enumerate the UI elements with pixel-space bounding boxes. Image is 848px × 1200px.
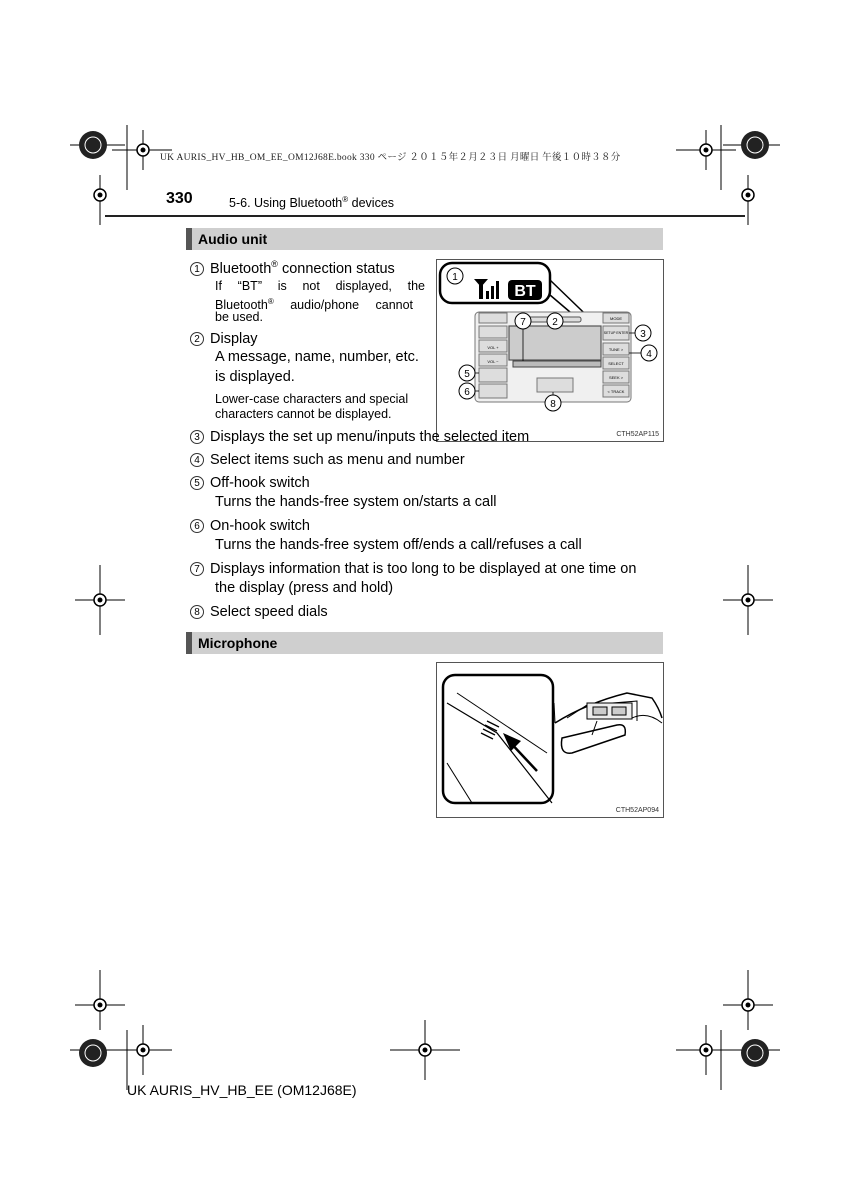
callout-2: 2 xyxy=(552,317,558,328)
list-item-4: 4 Select items such as menu and number xyxy=(190,450,465,470)
audio-unit-heading-bar xyxy=(186,228,663,250)
header-rule xyxy=(105,215,745,217)
svg-text:SETUP ENTER: SETUP ENTER xyxy=(603,331,629,335)
audio-unit-heading: Audio unit xyxy=(198,231,268,247)
list-item-3: 3 Displays the set up menu/inputs the selected item xyxy=(190,427,529,447)
item-1-note-line-3: be used. xyxy=(215,310,263,324)
callout-7: 7 xyxy=(520,317,526,328)
page-number: 330 xyxy=(166,190,193,207)
callout-6: 6 xyxy=(464,387,470,398)
svg-text:VOL +: VOL + xyxy=(487,345,499,350)
microphone-illustration xyxy=(437,663,663,817)
svg-text:MODE: MODE xyxy=(610,316,622,321)
svg-text:SELECT: SELECT xyxy=(608,361,624,366)
item-6-detail: Turns the hands-free system off/ends a call/refuses a call xyxy=(215,537,582,553)
item-5-detail: Turns the hands-free system on/starts a call xyxy=(215,494,497,510)
file-info-header: UK AURIS_HV_HB_OM_EE_OM12J68E.book 330 ページ ２０１５年２月２３日 月曜日 午後１０時３８分 xyxy=(160,153,621,163)
microphone-figure xyxy=(436,662,664,818)
list-item-8: 8 Select speed dials xyxy=(190,602,328,622)
svg-text:< TRACK: < TRACK xyxy=(607,389,625,394)
audio-unit-figure xyxy=(436,259,664,442)
list-item-7: 7 Displays information that is too long to be displayed at one time on xyxy=(190,559,636,579)
item-2-detail-line-1: A message, name, number, etc. xyxy=(215,349,419,365)
callout-1: 1 xyxy=(452,272,458,283)
list-item-2: 2 Display xyxy=(190,329,258,349)
svg-text:BT: BT xyxy=(514,283,536,300)
callout-4: 4 xyxy=(646,349,652,360)
item-2-note-line-1: Lower-case characters and special xyxy=(215,392,409,406)
callout-5: 5 xyxy=(464,369,470,380)
list-item-1: 1 Bluetooth® connection status xyxy=(190,254,395,279)
svg-text:VOL −: VOL − xyxy=(487,359,499,364)
list-item-5: 5 Off-hook switch xyxy=(190,473,310,493)
callout-3: 3 xyxy=(640,329,646,340)
svg-text:SEEK >: SEEK > xyxy=(608,375,624,380)
audio-unit-illustration xyxy=(437,260,663,441)
svg-text:TUNE >: TUNE > xyxy=(608,347,624,352)
microphone-figure-code: CTH52AP094 xyxy=(615,807,659,814)
callout-8: 8 xyxy=(550,399,556,410)
section-title: 5-6. Using Bluetooth® devices xyxy=(229,195,395,211)
audio-figure-code: CTH52AP115 xyxy=(616,431,659,438)
item-1-note-line-1: If “BT” is not displayed, the xyxy=(215,279,425,293)
list-item-6: 6 On-hook switch xyxy=(190,516,310,536)
footer-text: UK AURIS_HV_HB_EE (OM12J68E) xyxy=(127,1082,357,1098)
item-2-detail-line-2: is displayed. xyxy=(215,369,295,385)
item-2-note-line-2: characters cannot be displayed. xyxy=(215,407,392,421)
microphone-heading: Microphone xyxy=(198,635,278,651)
microphone-heading-bar xyxy=(186,632,663,654)
item-7-detail: the display (press and hold) xyxy=(215,580,394,596)
item-1-note-line-2: Bluetooth® audio/phone cannot xyxy=(215,297,414,313)
